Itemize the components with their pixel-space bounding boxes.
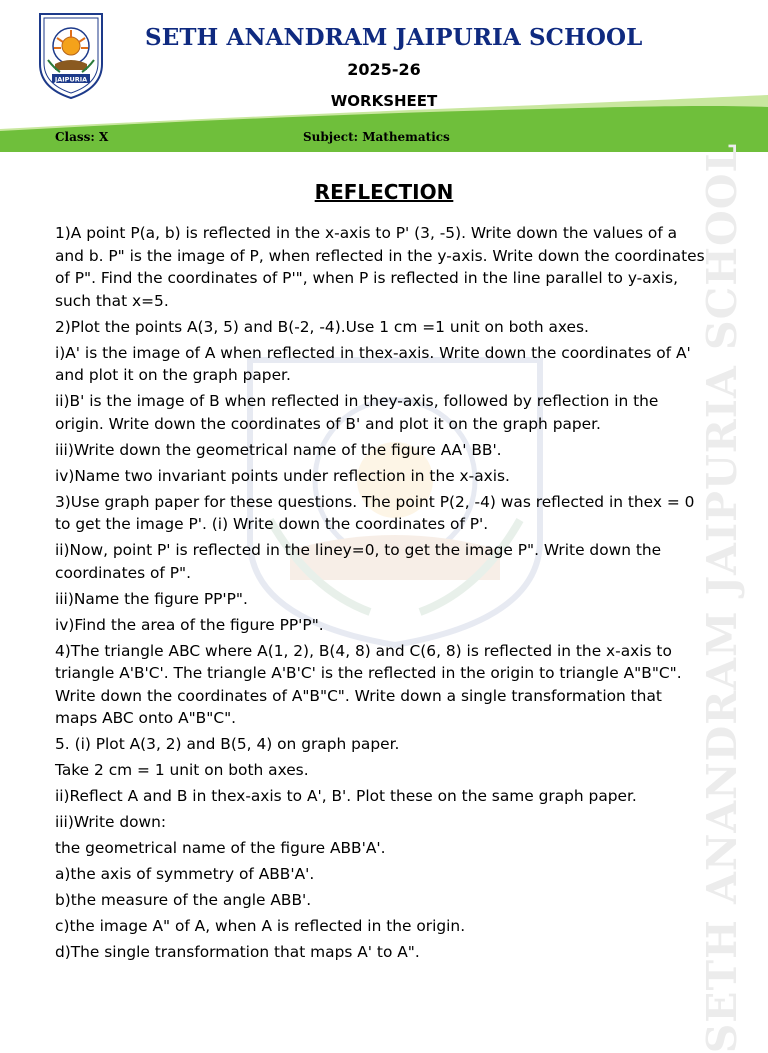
- question-text: ii)B' is the image of B when reflected in they-axis, followed by reflection in the origin. Write down the coordinates of B' and plot it on the graph paper.: [55, 392, 659, 433]
- question-text: 4)The triangle ABC where A(1, 2), B(4, 8) and C(6, 8) is reflected in the x-axis to triangle A'B'C'. The triangle A'B'C' is the reflected in the origin to triangle A"B"C". Write down the coordinates of A"B"C". Write down a single transformation that maps ABC onto A"B"C".: [55, 641, 682, 727]
- question-text: iii)Write down:: [55, 813, 167, 831]
- question-text: iv)Find the area of the figure PP'P".: [55, 615, 324, 634]
- question-text: Take 2 cm = 1 unit on both axes.: [55, 761, 309, 779]
- worksheet-title: REFLECTION: [314, 180, 454, 204]
- question-list: [55, 222, 705, 967]
- question-text: ii)Now, point P' is reflected in the liney=0, to get the image P". Write down the coordinates of P".: [55, 541, 662, 582]
- question-text: iii)Name the figure PP'P".: [55, 589, 248, 608]
- logo-text: JAIPURIA: [54, 75, 88, 84]
- subject-label: Subject: Mathematics: [303, 130, 450, 144]
- academic-year: 2025-26: [347, 60, 421, 79]
- class-label: Class: X: [55, 130, 109, 144]
- question-text: b)the measure of the angle ABB'.: [55, 891, 312, 909]
- question-text: the geometrical name of the figure ABB'A'.: [55, 839, 386, 857]
- question-text: iv)Name two invariant points under reflection in the x-axis.: [55, 466, 510, 485]
- question-text: a)the axis of symmetry of ABB'A'.: [55, 865, 315, 883]
- question-text: 1)A point P(a, b) is reflected in the x-axis to P' (3, -5). Write down the values of a and b. P" is the image of P, when reflected in the y-axis. Write down the coordinates of P". Find the coordinates of P'", when P is reflected in the line parallel to y-axis, such that x=5.: [55, 224, 705, 310]
- question-text: 2)Plot the points A(3, 5) and B(-2, -4).Use 1 cm =1 unit on both axes.: [55, 317, 589, 336]
- question-text: d)The single transformation that maps A' to A".: [55, 943, 420, 961]
- question-text: ii)Reflect A and B in thex-axis to A', B'. Plot these on the same graph paper.: [55, 787, 637, 805]
- question-text: iii)Write down the geometrical name of the figure AA' BB'.: [55, 440, 502, 459]
- side-watermark-text: SETH ANANDRAM JAIPURIA SCHOOL: [698, 142, 746, 1053]
- question-text: 5. (i) Plot A(3, 2) and B(5, 4) on graph paper.: [55, 735, 400, 753]
- question-text: c)the image A" of A, when A is reflected in the origin.: [55, 917, 466, 935]
- worksheet-header: [0, 0, 768, 152]
- school-logo-emblem: [30, 8, 112, 100]
- document-type: WORKSHEET: [330, 92, 438, 110]
- school-name: SETH ANANDRAM JAIPURIA SCHOOL: [145, 24, 643, 51]
- question-text: 3)Use graph paper for these questions. The point P(2, -4) was reflected in thex = 0 to get the image P'. (i) Write down the coordinates of P'.: [55, 492, 695, 533]
- question-text: i)A' is the image of A when reflected in thex-axis. Write down the coordinates of A' and plot it on the graph paper.: [55, 343, 691, 384]
